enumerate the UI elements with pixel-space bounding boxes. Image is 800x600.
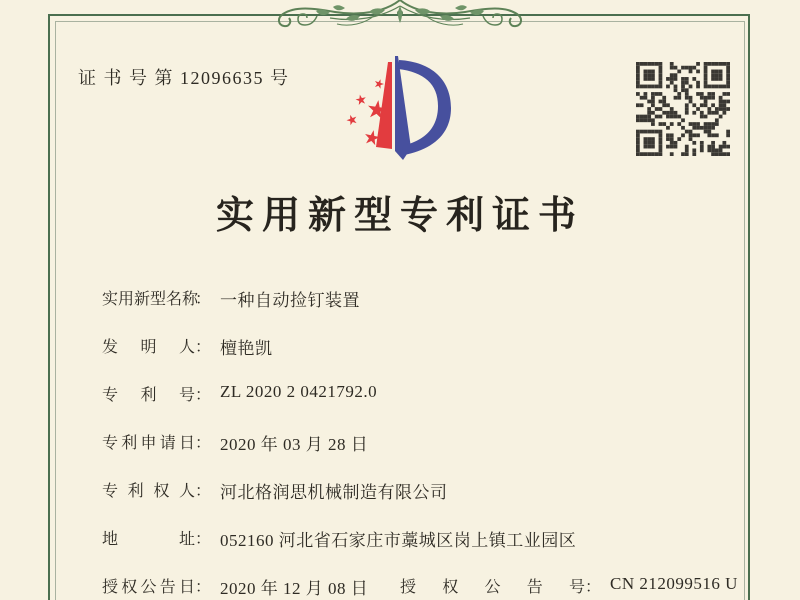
star-icon xyxy=(355,94,367,106)
field-row-inventor xyxy=(102,334,576,382)
field-value: 2020 年 12 月 08 日 xyxy=(220,579,369,598)
field-colon: ： xyxy=(585,579,602,596)
field-label: 实用新型名称 xyxy=(102,291,199,308)
field-colon: ： xyxy=(195,579,212,596)
field-row-application-date xyxy=(102,430,576,478)
certificate-number: 证 书 号 第 12096635 号 xyxy=(78,68,290,88)
field-value: CN 212099516 U xyxy=(610,574,738,593)
green-flourish-ornament-icon xyxy=(265,0,535,34)
field-label: 地址 xyxy=(102,531,195,548)
field-value: 一种自动捡钉装置 xyxy=(220,291,361,310)
field-colon: ： xyxy=(195,339,212,356)
star-icon xyxy=(373,78,385,90)
field-colon: ： xyxy=(195,531,212,548)
field-colon: ： xyxy=(195,483,212,500)
cnipa-patent-logo-icon xyxy=(332,50,462,168)
field-value: 檀艳凯 xyxy=(220,339,273,358)
page-title: 实用新型专利证书 xyxy=(215,195,584,237)
field-colon: ： xyxy=(195,387,212,404)
field-row-address xyxy=(102,526,576,574)
field-label: 授权公告日 xyxy=(102,579,195,596)
field-label: 发明人 xyxy=(102,339,195,356)
field-label: 专利权人 xyxy=(102,483,195,500)
field-value: ZL 2020 2 0421792.0 xyxy=(220,382,378,401)
field-row-patentee xyxy=(102,478,576,526)
field-row-patent-number xyxy=(102,382,576,430)
qr-code xyxy=(636,62,730,156)
field-row-grant-number xyxy=(400,574,738,597)
field-value: 河北格润思机械制造有限公司 xyxy=(220,483,448,502)
field-value: 2020 年 03 月 28 日 xyxy=(220,435,369,454)
field-label: 专利申请日 xyxy=(102,435,195,452)
field-label: 专利号 xyxy=(102,387,195,404)
field-colon: ： xyxy=(195,291,212,308)
field-colon: ： xyxy=(195,435,212,452)
star-icon xyxy=(345,113,358,126)
field-label: 授权公告号 xyxy=(400,579,585,596)
field-value: 052160 河北省石家庄市藁城区岗上镇工业园区 xyxy=(220,531,577,550)
certificate-fields xyxy=(102,286,576,600)
field-row-utility-model-name xyxy=(102,286,576,334)
